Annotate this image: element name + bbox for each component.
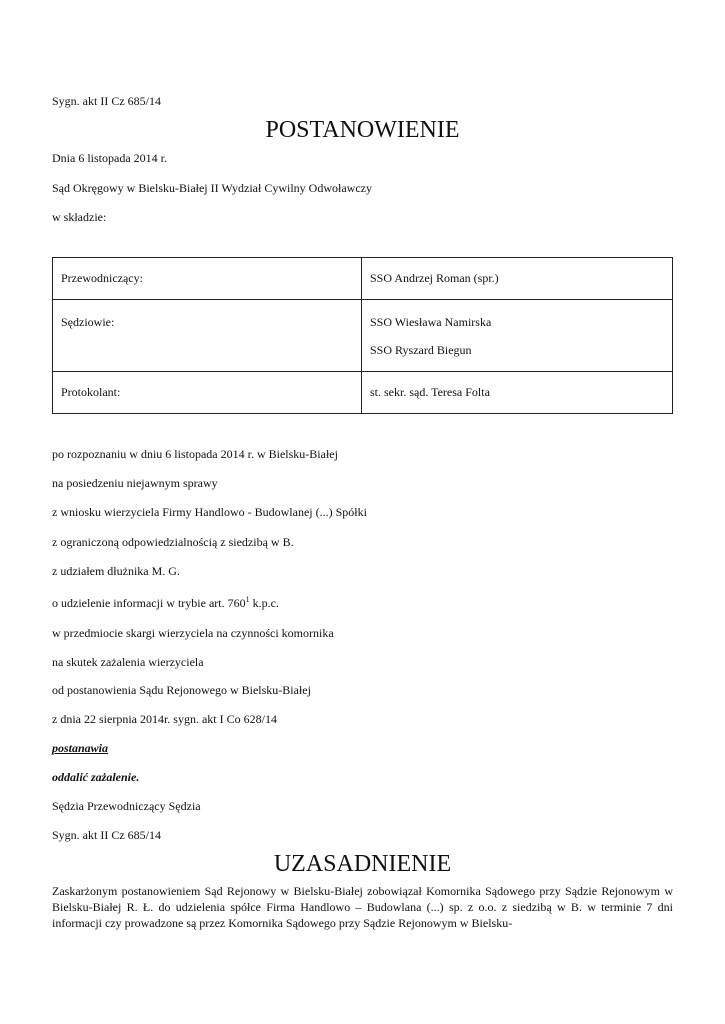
document-title: POSTANOWIENIE: [265, 117, 460, 143]
judges-label-cell: [53, 300, 362, 372]
body-line-2: na posiedzeniu niejawnym sprawy: [52, 476, 218, 490]
decision-word: postanawia: [52, 741, 109, 755]
justification-paragraph: Zaskarżonym postanowieniem Sąd Rejonowy w Bielsku-Białej zobowiązał Komornika Sądowego przy Sądzie Rejonowym w Bielsku-Białej R. Ł. do udzielenia spółce Firma Handlowo – Budowlana (...) sp. z o.o. z siedzibą w B. w terminie 7 dni informacji czy prowadzone są przez Komornika Sądowego przy Sądzie Rejonowym w Bielsku-: [52, 884, 673, 930]
body-line-9: od postanowienia Sądu Rejonowego w Bielsku-Białej: [52, 683, 311, 697]
body-line-1: po rozpoznaniu w dniu 6 listopada 2014 r. w Bielsku-Białej: [52, 447, 338, 461]
body-line-10: z dnia 22 sierpnia 2014r. sygn. akt I Co 628/14: [52, 712, 277, 726]
body-line-5: z udziałem dłużnika M. G.: [52, 564, 180, 578]
judges-signatures: Sędzia Przewodniczący Sędzia: [52, 799, 201, 813]
chair-value: SSO Andrzej Roman (spr.): [370, 271, 499, 285]
composition-row-chair: [53, 258, 673, 300]
body-line-6: [52, 596, 279, 610]
chair-label: Przewodniczący:: [61, 271, 143, 285]
chair-value-cell: [362, 258, 673, 300]
date-line: Dnia 6 listopada 2014 r.: [52, 151, 167, 165]
judges-value-cell: [362, 300, 673, 372]
court-line: Sąd Okręgowy w Bielsku-Białej II Wydział Cywilny Odwoławczy: [52, 181, 372, 195]
judge-2: SSO Ryszard Biegun: [370, 343, 472, 357]
composition-intro: w składzie:: [52, 210, 107, 224]
body-line-7: w przedmiocie skargi wierzyciela na czynności komornika: [52, 626, 334, 640]
composition-row-clerk: [53, 372, 673, 414]
decision-text: oddalić zażalenie.: [52, 770, 140, 784]
body-line-6-suffix: k.p.c.: [249, 596, 279, 610]
chair-label-cell: [53, 258, 362, 300]
article-superscript: 1: [245, 595, 250, 604]
judge-1: SSO Wiesława Namirska: [370, 315, 492, 329]
composition-row-judges: [53, 300, 673, 372]
body-line-3: z wniosku wierzyciela Firmy Handlowo - Budowlanej (...) Spółki: [52, 505, 367, 519]
case-signature-top: Sygn. akt II Cz 685/14: [52, 94, 161, 108]
body-line-6-text: o udzielenie informacji w trybie art. 760: [52, 596, 246, 610]
body-line-8: na skutek zażalenia wierzyciela: [52, 655, 204, 669]
composition-table: [52, 257, 673, 414]
clerk-label: Protokolant:: [61, 385, 121, 399]
clerk-label-cell: [53, 372, 362, 414]
justification-title: UZASADNIENIE: [273, 851, 452, 877]
body-line-4: z ograniczoną odpowiedzialnością z siedzibą w B.: [52, 535, 294, 549]
case-signature-bottom: Sygn. akt II Cz 685/14: [52, 828, 161, 842]
clerk-value-cell: [362, 372, 673, 414]
clerk-value: st. sekr. sąd. Teresa Folta: [370, 385, 490, 399]
judges-label: Sędziowie:: [61, 315, 115, 329]
